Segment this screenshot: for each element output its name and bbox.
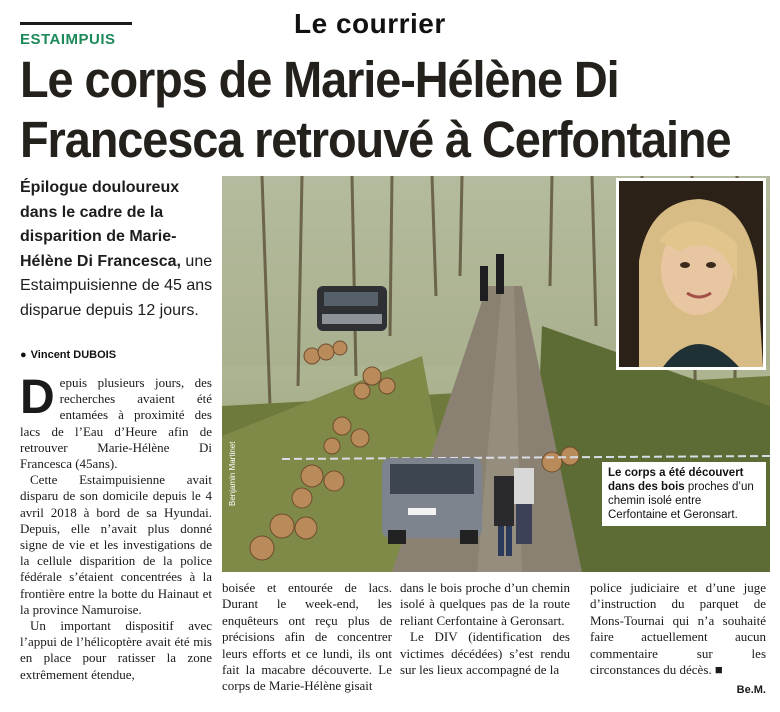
paragraph-1-text: epuis plusieurs jours, des recherches avaient été entamées à proximité des lacs de l’Eau d’Heure afin de retrouver Marie-Hélène Di Francesca (45ans). bbox=[20, 375, 212, 472]
section-label: ESTAIMPUIS bbox=[20, 31, 116, 48]
drop-cap: D bbox=[20, 371, 55, 424]
paragraph-1 bbox=[20, 371, 212, 472]
byline bbox=[20, 349, 116, 361]
headline-line-1: Le corps de Marie-Hélène Di bbox=[20, 51, 619, 108]
newspaper-masthead: Le courrier bbox=[294, 8, 446, 39]
section-rule bbox=[20, 22, 132, 25]
caption-regular: proches d’un chemin isolé entre Cerfontaine et Geronsart. bbox=[608, 481, 754, 521]
portrait-image bbox=[619, 181, 763, 367]
headline bbox=[20, 50, 731, 170]
paragraph-3: Un important dispositif avec l’appui de l’hélicoptère avait été mis en place pour ratisser la zone extrêmement étendue, bbox=[20, 618, 212, 682]
column-3-paragraph-1: dans le bois proche d’un chemin isolé à quelques pas de la route reliant Cerfontaine à Geronsart. bbox=[400, 580, 570, 628]
column-2-text: boisée et entourée de lacs. Durant le week-end, les enquêteurs ont reçu plus de précisions afin de concentrer leurs efforts et ce lundi, ils ont fait la macabre découverte. Le corps de Marie-Hélène gisait bbox=[222, 580, 392, 694]
article-column-1 bbox=[20, 371, 212, 683]
photo-caption bbox=[602, 462, 766, 526]
dark-car-graphic bbox=[317, 286, 387, 331]
article-column-3 bbox=[400, 580, 570, 678]
byline-bullet-icon: ● bbox=[20, 349, 27, 361]
caption-bold: Le corps a été découvert dans des bois bbox=[608, 467, 744, 493]
byline-author: Vincent DUBOIS bbox=[30, 349, 117, 361]
headline-line-2: Francesca retrouvé à Cerfontaine bbox=[20, 111, 731, 168]
article-column-4 bbox=[590, 580, 766, 699]
column-4-text: police judiciaire et d’une juge d’instruction du parquet de Mons-Tournai qui n’a souhaité faire actuellement aucun commentaire sur les circonstances du décès. ■ bbox=[590, 580, 766, 678]
portrait-inset-photo bbox=[616, 178, 766, 370]
lead-paragraph bbox=[20, 176, 220, 323]
photo-credit: Benjamin Martinet bbox=[228, 441, 237, 506]
grey-van-graphic bbox=[382, 458, 482, 544]
lead-regular: une Estaimpuisienne de 45 ans disparue depuis 12 jours. bbox=[20, 252, 213, 319]
paragraph-2: Cette Estaimpuisienne avait disparu de son domicile depuis le 4 avril 2018 à bord de sa Hyundai. Depuis, elle n’avait plus donné signe de vie et les investigations de la cellule disparition de la police fédérale s’étaient concentrées à la frontière entre la botte du Hainaut et la province Namuroise. bbox=[20, 472, 212, 617]
author-signature: Be.M. bbox=[736, 684, 766, 697]
column-3-paragraph-2: Le DIV (identification des victimes décédées) s’est rendu sur les lieux accompagné de la bbox=[400, 629, 570, 678]
article-column-2 bbox=[222, 580, 392, 695]
lead-bold: Épilogue douloureux dans le cadre de la disparition de Marie-Hélène Di Francesca, bbox=[20, 179, 181, 270]
